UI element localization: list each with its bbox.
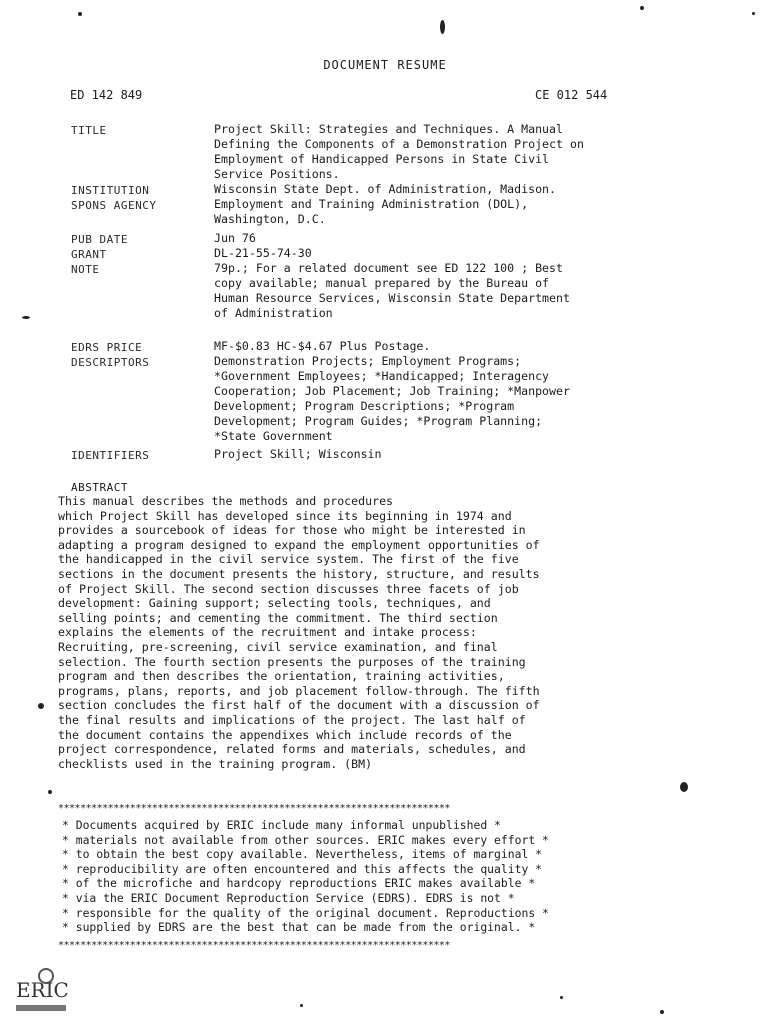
- institution-label: INSTITUTION: [71, 184, 150, 197]
- spons-agency-label: SPONS AGENCY: [71, 199, 157, 212]
- scan-speck: [440, 20, 445, 34]
- identifiers-label: IDENTIFIERS: [71, 449, 150, 462]
- spons-agency-value: Employment and Training Administration (DOL), Washington, D.C.: [214, 197, 529, 226]
- pub-date-label: PUB DATE: [71, 233, 128, 246]
- scan-speck: [752, 12, 755, 15]
- eric-logo-underline: [16, 1005, 66, 1011]
- scan-speck: [48, 790, 52, 794]
- note-value: 79p.; For a related document see ED 122 100 ; Best copy available; manual prepared by the Bureau of Human Resource Services, Wisconsin State Department of Administration: [214, 261, 570, 320]
- ed-number: ED 142 849: [70, 88, 143, 102]
- pub-date-value: Jun 76: [214, 231, 256, 245]
- edrs-price-label: EDRS PRICE: [71, 341, 143, 354]
- scan-speck: [38, 703, 44, 709]
- abstract-text: This manual describes the methods and procedures which Project Skill has developed since its beginning in 1974 and provides a sourcebook of ideas for those who might be interested in adapting a program designed to expand the employment opportunities of the handicapped in the civil service system. The first of the five sections in the document presents the history, structure, and results of Project Skill. The second section discusses three facets of job development: Gaining support; selecting tools, techniques, and selling points; and cementing the commitment. The third section explains the elements of the recruitment and intake process: Recruiting, pre-screening, civil service examination, and final selection. The fourth section presents the purposes of the training program and then describes the orientation, training activities, programs, plans, reports, and job placement follow-through. The fifth section concludes the first half of the document with a discussion of the final results and implications of the project. The last half of the document contains the appendixes which include records of the project correspondence, related forms and materials, schedules, and checklists used in the training program. (BM): [58, 494, 540, 771]
- eric-logo: [14, 968, 70, 1014]
- notice-bottom-border: ***********************************************************************: [58, 940, 450, 950]
- title-label: TITLE: [71, 124, 107, 137]
- abstract-label: ABSTRACT: [71, 481, 128, 494]
- grant-value: DL-21-55-74-30: [214, 246, 312, 260]
- edrs-price-value: MF-$0.83 HC-$4.67 Plus Postage.: [214, 339, 431, 353]
- document-heading: DOCUMENT RESUME: [323, 58, 447, 72]
- scan-speck: [78, 12, 82, 16]
- eric-notice: * Documents acquired by ERIC include many informal unpublished * * materials not available from other sources. ERIC makes every effort * * to obtain the best copy available. Nevertheless, items of marginal * * reproducibility are often encountered and this affects the quality * * of the microfiche and hardcopy reproductions ERIC makes available * * via the ERIC Document Reproduction Service (EDRS). EDRS is not * * responsible for the quality of the original document. Reproductions * * supplied by EDRS are the best that can be made from the original. *: [62, 818, 549, 935]
- identifiers-value: Project Skill; Wisconsin: [214, 447, 382, 461]
- scan-speck: [300, 1004, 303, 1007]
- institution-value: Wisconsin State Dept. of Administration, Madison.: [214, 182, 557, 196]
- note-label: NOTE: [71, 263, 100, 276]
- eric-logo-word: ERIC: [16, 978, 69, 1002]
- descriptors-value: Demonstration Projects; Employment Programs; *Government Employees; *Handicapped; Interagency Cooperation; Job Placement; Job Training; *Manpower Development; Program Descriptions; *Program Development; Program Guides; *Program Planning; *State Government: [214, 354, 570, 443]
- scan-speck: [560, 996, 563, 999]
- descriptors-label: DESCRIPTORS: [71, 356, 150, 369]
- ce-number: CE 012 544: [535, 88, 608, 102]
- scan-speck: [640, 6, 644, 10]
- title-value: Project Skill: Strategies and Techniques. A Manual Defining the Components of a Demonstration Project on Employment of Handicapped Persons in State Civil Service Positions.: [214, 122, 584, 181]
- scan-speck: [660, 1010, 664, 1014]
- grant-label: GRANT: [71, 248, 107, 261]
- scan-speck: [680, 782, 688, 792]
- scan-speck: [22, 316, 30, 319]
- notice-top-border: ***********************************************************************: [58, 803, 450, 813]
